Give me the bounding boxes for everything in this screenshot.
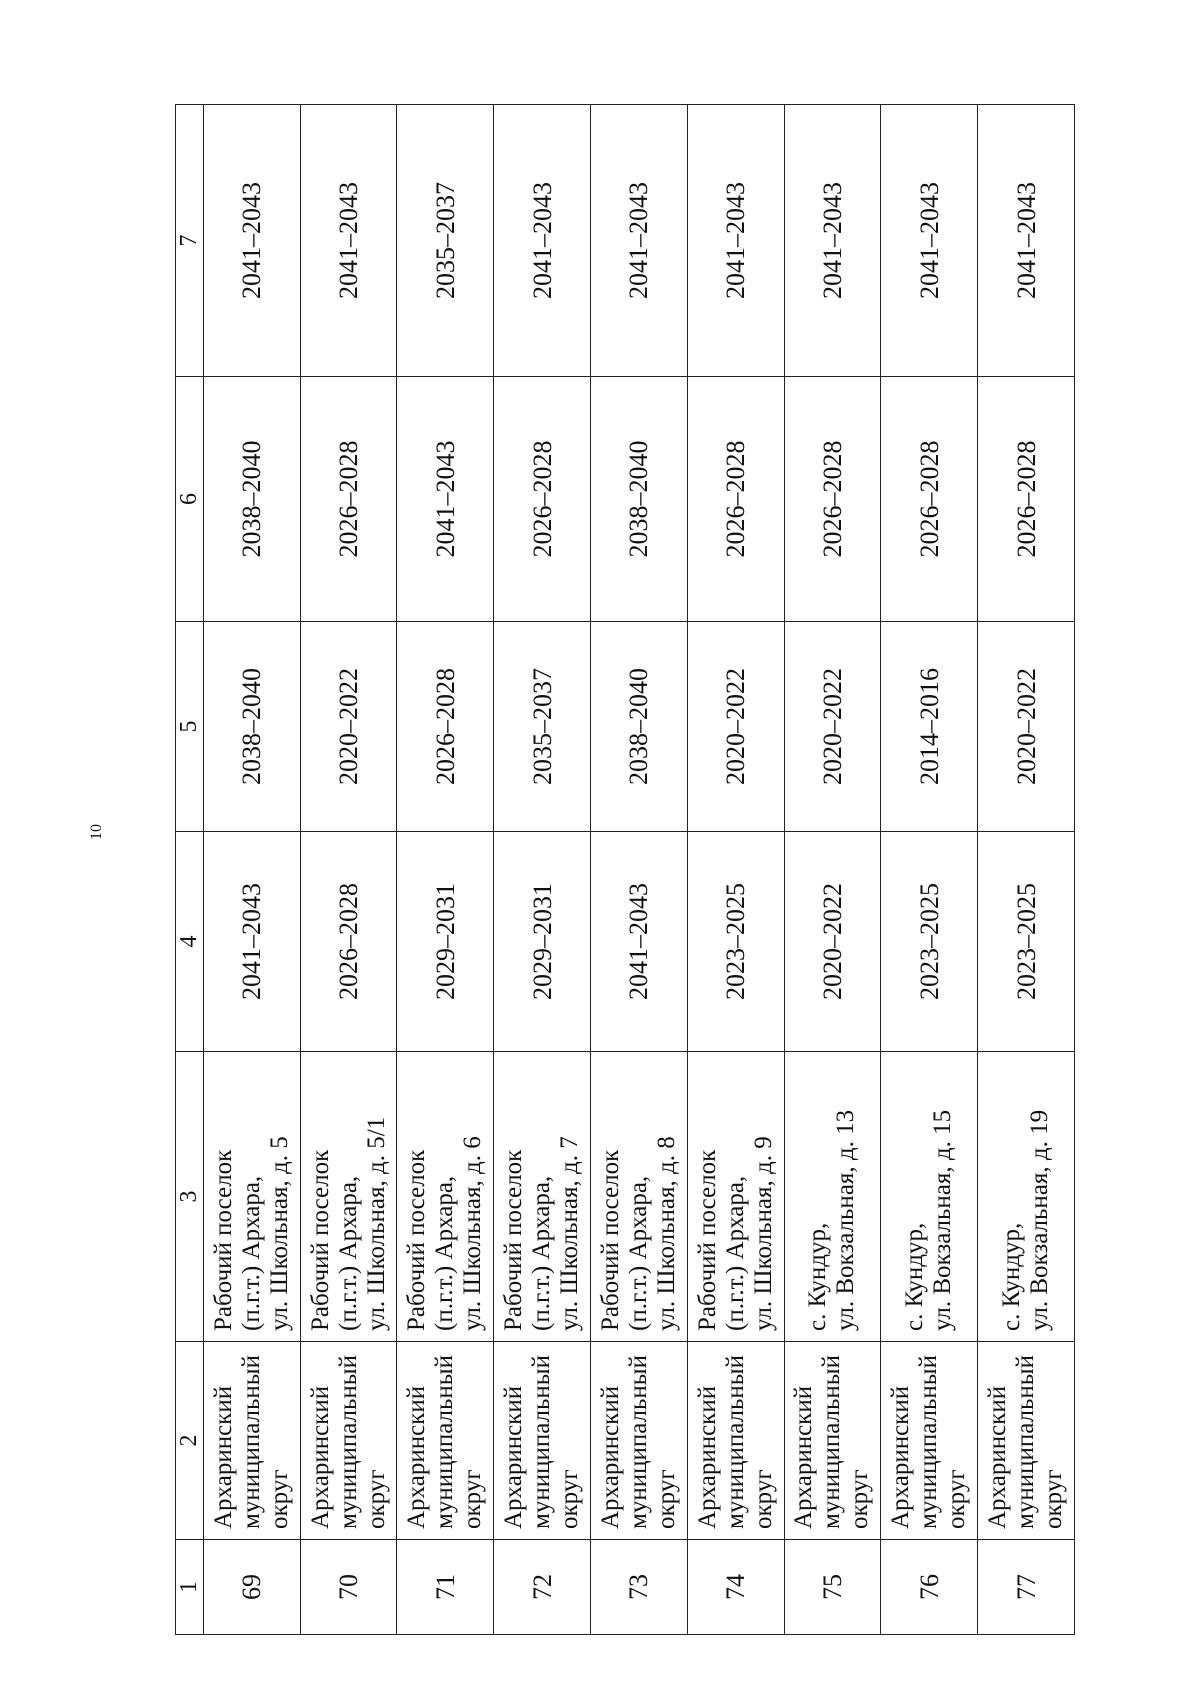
address-cell (784, 1052, 881, 1342)
district-line: Архаринский (306, 1385, 334, 1529)
address-line: (п.г.т.) Архара, (528, 1175, 556, 1331)
district-line: муниципальный (624, 1355, 652, 1529)
period-cell-col-7: 2041–2043 (687, 105, 784, 377)
address-cell (300, 1052, 397, 1342)
table-row (397, 105, 494, 1635)
schedule-table (175, 104, 1075, 1635)
address-line: ул. Школьная, д. 7 (556, 1136, 584, 1331)
period-cell-col-4: 2029–2031 (494, 832, 591, 1052)
address-line: (п.г.т.) Архара, (431, 1175, 459, 1331)
address-cell (978, 1052, 1075, 1342)
period-cell-col-6: 2026–2028 (881, 377, 978, 622)
district-line: муниципальный (237, 1355, 265, 1529)
header-row (176, 105, 204, 1635)
period-cell-col-5: 2035–2037 (494, 622, 591, 832)
address-line: (п.г.т.) Архара, (721, 1175, 749, 1331)
table-row (591, 105, 688, 1635)
header-col-7: 7 (176, 105, 204, 377)
address-line: Рабочий поселок (596, 1149, 624, 1331)
address-line: Рабочий поселок (209, 1149, 237, 1331)
address-line: (п.г.т.) Архара, (334, 1175, 362, 1331)
district-line: муниципальный (721, 1355, 749, 1529)
district-line: Архаринский (887, 1385, 915, 1529)
district-cell (881, 1342, 978, 1540)
district-line: округ (459, 1469, 487, 1529)
period-cell-col-6: 2026–2028 (494, 377, 591, 622)
period-cell-col-7: 2041–2043 (494, 105, 591, 377)
period-cell-col-7: 2041–2043 (300, 105, 397, 377)
address-line: с. Кундур, (901, 1222, 929, 1331)
address-line: ул. Школьная, д. 9 (749, 1136, 777, 1331)
period-cell-col-4: 2023–2025 (978, 832, 1075, 1052)
row-number: 71 (397, 1540, 494, 1635)
period-cell-col-7: 2041–2043 (784, 105, 881, 377)
period-cell-col-6: 2026–2028 (784, 377, 881, 622)
row-number: 77 (978, 1540, 1075, 1635)
district-line: Архаринский (984, 1385, 1012, 1529)
address-cell (494, 1052, 591, 1342)
district-line: округ (749, 1469, 777, 1529)
page-number: 10 (88, 824, 105, 840)
address-line: Рабочий поселок (403, 1149, 431, 1331)
period-cell-col-5: 2038–2040 (591, 622, 688, 832)
row-number: 72 (494, 1540, 591, 1635)
district-line: округ (556, 1469, 584, 1529)
district-line: округ (1040, 1469, 1068, 1529)
header-col-2: 2 (176, 1342, 204, 1540)
district-cell (687, 1342, 784, 1540)
address-line: Рабочий поселок (306, 1149, 334, 1331)
district-cell (203, 1342, 300, 1540)
district-line: округ (846, 1469, 874, 1529)
district-cell (784, 1342, 881, 1540)
period-cell-col-5: 2014–2016 (881, 622, 978, 832)
district-line: муниципальный (915, 1355, 943, 1529)
address-line: (п.г.т.) Архара, (624, 1175, 652, 1331)
row-number: 74 (687, 1540, 784, 1635)
district-line: Архаринский (693, 1385, 721, 1529)
district-line: Архаринский (790, 1385, 818, 1529)
table-row (300, 105, 397, 1635)
period-cell-col-4: 2026–2028 (300, 832, 397, 1052)
period-cell-col-5: 2038–2040 (203, 622, 300, 832)
address-line: ул. Вокзальная, д. 19 (1026, 1109, 1054, 1331)
period-cell-col-4: 2023–2025 (687, 832, 784, 1052)
period-cell-col-6: 2041–2043 (397, 377, 494, 622)
table-row (203, 105, 300, 1635)
period-cell-col-7: 2035–2037 (397, 105, 494, 377)
period-cell-col-5: 2020–2022 (687, 622, 784, 832)
period-cell-col-6: 2038–2040 (591, 377, 688, 622)
table-row (494, 105, 591, 1635)
district-line: Архаринский (500, 1385, 528, 1529)
district-cell (300, 1342, 397, 1540)
address-line: ул. Школьная, д. 5/1 (362, 1116, 390, 1331)
district-line: муниципальный (818, 1355, 846, 1529)
period-cell-col-7: 2041–2043 (591, 105, 688, 377)
row-number: 76 (881, 1540, 978, 1635)
district-line: Архаринский (403, 1385, 431, 1529)
period-cell-col-5: 2020–2022 (978, 622, 1075, 832)
period-cell-col-7: 2041–2043 (203, 105, 300, 377)
address-line: с. Кундур, (804, 1222, 832, 1331)
table-row (978, 105, 1075, 1635)
row-number: 73 (591, 1540, 688, 1635)
period-cell-col-5: 2026–2028 (397, 622, 494, 832)
address-line: Рабочий поселок (500, 1149, 528, 1331)
period-cell-col-5: 2020–2022 (784, 622, 881, 832)
row-number: 69 (203, 1540, 300, 1635)
district-cell (591, 1342, 688, 1540)
row-number: 75 (784, 1540, 881, 1635)
district-line: муниципальный (1012, 1355, 1040, 1529)
district-line: округ (943, 1469, 971, 1529)
period-cell-col-7: 2041–2043 (978, 105, 1075, 377)
district-line: Архаринский (209, 1385, 237, 1529)
district-line: муниципальный (528, 1355, 556, 1529)
district-line: муниципальный (334, 1355, 362, 1529)
district-cell (494, 1342, 591, 1540)
address-cell (591, 1052, 688, 1342)
header-col-3: 3 (176, 1052, 204, 1342)
period-cell-col-4: 2020–2022 (784, 832, 881, 1052)
table-body (203, 105, 1074, 1635)
row-number: 70 (300, 1540, 397, 1635)
address-line: ул. Школьная, д. 8 (652, 1136, 680, 1331)
period-cell-col-5: 2020–2022 (300, 622, 397, 832)
district-cell (397, 1342, 494, 1540)
address-line: ул. Школьная, д. 5 (265, 1136, 293, 1331)
address-cell (397, 1052, 494, 1342)
rotated-table-wrapper (175, 105, 1075, 1635)
address-line: ул. Вокзальная, д. 15 (929, 1109, 957, 1331)
period-cell-col-6: 2038–2040 (203, 377, 300, 622)
header-col-6: 6 (176, 377, 204, 622)
address-line: Рабочий поселок (693, 1149, 721, 1331)
district-line: муниципальный (431, 1355, 459, 1529)
address-line: ул. Вокзальная, д. 13 (832, 1109, 860, 1331)
address-cell (203, 1052, 300, 1342)
district-line: округ (652, 1469, 680, 1529)
address-cell (687, 1052, 784, 1342)
period-cell-col-4: 2023–2025 (881, 832, 978, 1052)
period-cell-col-4: 2041–2043 (591, 832, 688, 1052)
table-row (687, 105, 784, 1635)
address-line: (п.г.т.) Архара, (237, 1175, 265, 1331)
district-cell (978, 1342, 1075, 1540)
district-line: Архаринский (596, 1385, 624, 1529)
period-cell-col-6: 2026–2028 (978, 377, 1075, 622)
table-row (881, 105, 978, 1635)
header-col-5: 5 (176, 622, 204, 832)
header-col-4: 4 (176, 832, 204, 1052)
district-line: округ (265, 1469, 293, 1529)
address-line: с. Кундур, (998, 1222, 1026, 1331)
period-cell-col-4: 2029–2031 (397, 832, 494, 1052)
period-cell-col-4: 2041–2043 (203, 832, 300, 1052)
period-cell-col-7: 2041–2043 (881, 105, 978, 377)
table-row (784, 105, 881, 1635)
address-cell (881, 1052, 978, 1342)
district-line: округ (362, 1469, 390, 1529)
address-line: ул. Школьная, д. 6 (459, 1136, 487, 1331)
period-cell-col-6: 2026–2028 (687, 377, 784, 622)
header-col-1: 1 (176, 1540, 204, 1635)
period-cell-col-6: 2026–2028 (300, 377, 397, 622)
